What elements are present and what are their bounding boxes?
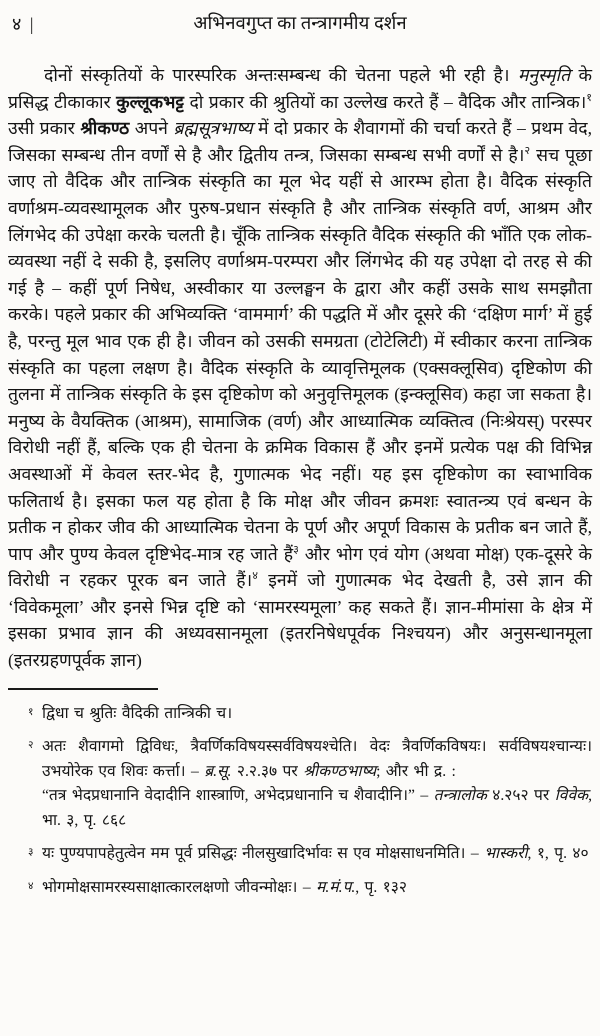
page-title: अभिनवगुप्त का तन्त्रागमीय दर्शन (193, 14, 407, 34)
footnote-1-marker: १ (28, 706, 34, 718)
footnote-2-text: अतः शैवागमो द्विविधः, त्रैवर्णिकविषयस्सर्वविषयश्चेति। वेदः त्रैवर्णिकविषयः। सर्वविषयश्चान्यः। उभयोरेक एव शिवः कर्त्ता। – ब्र.सू. २.२.३७ पर श्रीकण्ठभाष्य; और भी द्र. : “तत्र भेदप्रधानानि वेदादीनि शास्त्राणि, अभेदप्रधानानि च शैवादीनि।” – तन्त्रालोक ४.२५२ पर विवेक, भा. ३, पृ. ८६८ (42, 738, 592, 829)
footnote-3 (8, 842, 592, 867)
footnote-divider (8, 688, 158, 690)
footnote-1 (8, 702, 592, 727)
footnote-4-text: भोगमोक्षसामरस्यसाक्षात्कारलक्षणो जीवन्मोक्षः। – म.मं.प., पृ. १३२ (42, 878, 408, 896)
body-text (8, 62, 592, 674)
footnote-2 (8, 735, 592, 833)
page-header (8, 12, 592, 40)
footnote-1-text: द्विधा च श्रुतिः वैदिकी तान्त्रिकी च। (42, 704, 233, 722)
footnote-2-marker: २ (28, 740, 34, 752)
footnote-3-marker: ३ (28, 847, 34, 859)
footnotes-section (8, 702, 592, 901)
page-number: ४ | (12, 14, 36, 34)
footnote-4-marker: ४ (28, 880, 34, 892)
body-paragraph: दोनों संस्कृतियों के पारस्परिक अन्तःसम्बन्ध की चेतना पहले भी रही है। मनुस्मृति के प्रसिद्ध टीकाकार कुल्लूकभट्ट दो प्रकार की श्रुतियों का उल्लेख करते हैं – वैदिक और तान्त्रिक।$^१$ उसी प्रकार श्रीकण्ठ अपने ब्रह्मसूत्रभाष्य में दो प्रकार के शैवागमों की चर्चा करते हैं – प्रथम वेद, जिसका सम्बन्ध तीन वर्णों से है और द्वितीय तन्त्र, जिसका सम्बन्ध सभी वर्णों से है।$^२$ सच पूछा जाए तो वैदिक और तान्त्रिक संस्कृति का मूल भेद यहीं से आरम्भ होता है। वैदिक संस्कृति वर्णाश्रम-व्यवस्थामूलक और पुरुष-प्रधान संस्कृति है और तान्त्रिक संस्कृति वर्ण, आश्रम और लिंगभेद की उपेक्षा करके चलती है। चूँकि तान्त्रिक संस्कृति वैदिक संस्कृति की भाँति एक लोक-व्यवस्था नहीं दे सकी है, इसलिए वर्णाश्रम-परम्परा और लिंगभेद की यह उपेक्षा दो तरह से की गई है – कहीं पूर्ण निषेध, अस्वीकार या उल्लङ्घन के द्वारा और कहीं उसके साथ समझौता करके। पहले प्रकार की अभिव्यक्ति ‘वाममार्ग’ की पद्धति में और दूसरे की ‘दक्षिण मार्ग’ में हुई है, परन्तु मूल भाव एक ही है। जीवन को उसकी समग्रता (टोटेलिटी) में स्वीकार करना तान्त्रिक संस्कृति का पहला लक्षण है। वैदिक संस्कृति के व्यावृत्तिमूलक (एक्सक्लूसिव) दृष्टिकोण की तुलना में तान्त्रिक संस्कृति के इस दृष्टिकोण को अनुवृत्तिमूलक (इन्क्लूसिव) कहा जा सकता है। मनुष्य के वैयक्तिक (आश्रम), सामाजिक (वर्ण) और आध्यात्मिक व्यक्तित्व (निःश्रेयस्) परस्पर विरोधी नहीं हैं, बल्कि एक ही चेतना के क्रमिक विकास हैं और इनमें प्रत्येक पक्ष की विभिन्न अवस्थाओं में केवल स्तर-भेद है, गुणात्मक भेद नहीं। यह इस दृष्टिकोण का स्वाभाविक फलितार्थ है। इसका फल यह होता है कि मोक्ष और जीवन क्रमशः स्वातन्त्र्य एवं बन्धन के प्रतीक न होकर जीव की आध्यात्मिक चेतना के पूर्ण और अपूर्ण विकास के प्रतीक बन जाते हैं, पाप और पुण्य केवल दृष्टिभेद-मात्र रह जाते हैं$^३$ और भोग एवं योग (अथवा मोक्ष) एक-दूसरे के विरोधी न रहकर पूरक बन जाते हैं।$^४$ इनमें जो गुणात्मक भेद देखती है, उसे ज्ञान की ‘विवेकमूला’ और इनसे भिन्न दृष्टि को ‘सामरस्यमूला’ कह सकते हैं। ज्ञान-मीमांसा के क्षेत्र में इसका प्रभाव ज्ञान की अध्यवसानमूला (इतरनिषेधपूर्वक निश्चयन) और अनुसन्धानमूला (इतरग्रहणपूर्वक ज्ञान) (8, 65, 593, 671)
footnote-3-text: यः पुण्यपापहेतुत्वेन मम पूर्व प्रसिद्धः नीलसुखादिर्भावः स एव मोक्षसाधनमिति। – भास्करी, १, पृ. ४० (42, 845, 589, 863)
footnote-4 (8, 876, 592, 901)
